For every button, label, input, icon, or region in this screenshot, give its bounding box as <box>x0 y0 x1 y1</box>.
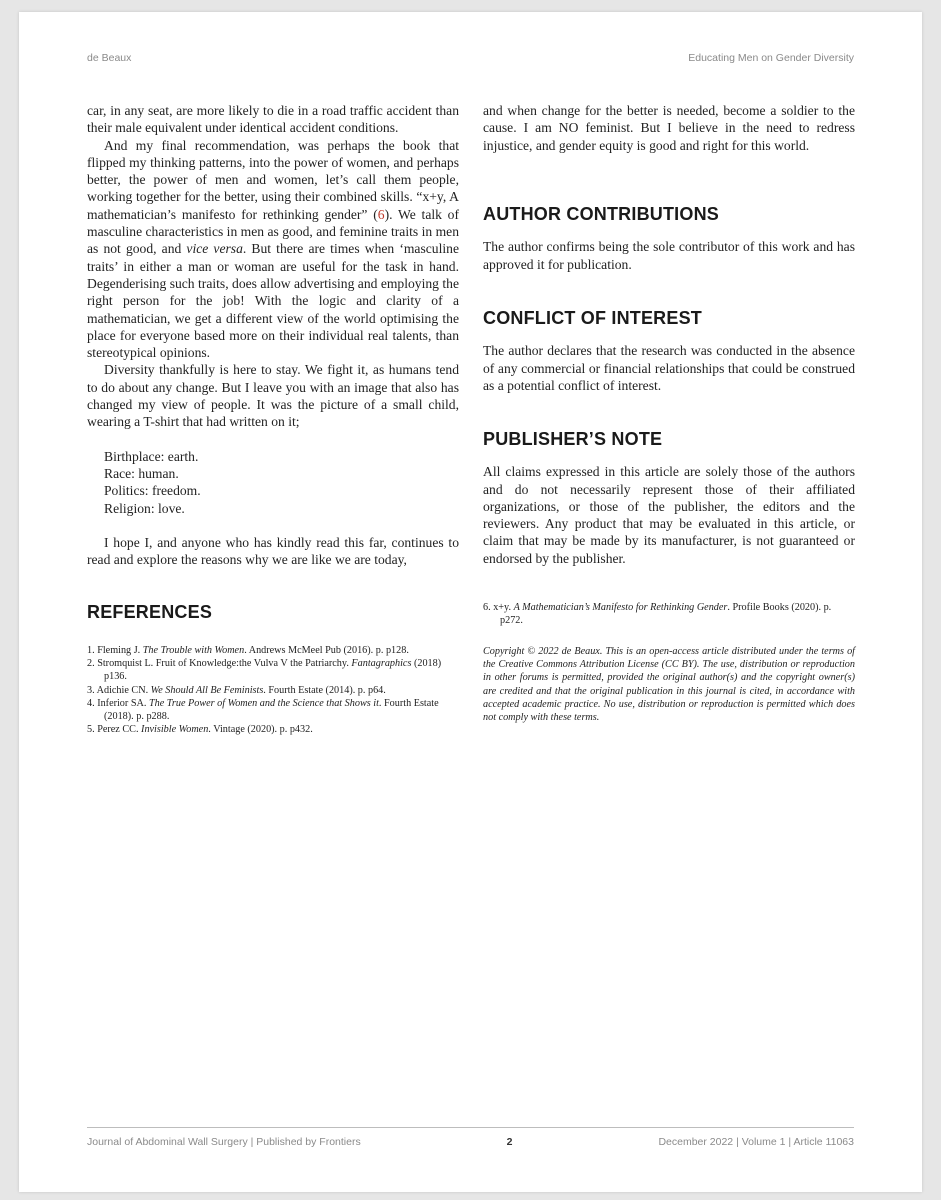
references-heading: REFERENCES <box>87 602 213 622</box>
reference-text: 2. Stromquist L. Fruit of Knowledge:the Vulva V the Patriarchy. <box>87 658 352 670</box>
tshirt-line: Politics: freedom. <box>104 483 201 499</box>
section-body: The author declares that the research was conducted in the absence of any commercial or financial relationships that could be construed as a potential conflict of interest. <box>483 343 855 393</box>
reference-item <box>87 723 459 736</box>
section-heading: AUTHOR CONTRIBUTIONS <box>483 204 719 224</box>
reference-text: (2018) p136. <box>104 658 442 683</box>
section-heading: PUBLISHER’S NOTE <box>483 429 663 449</box>
italic-text: vice versa <box>186 241 243 257</box>
paragraph-text: . But there are times when ‘masculine traits’ in either a man or woman are useful for the task in hand. Degenderising such traits, does allow advertising and employing the right person for the job! With the logic and clarity of a mathematician, we get a different view of the world optimising the place for everyone based more on their individual real talents, than stereotypical opinions. <box>87 241 459 361</box>
reference-text: 3. Adichie CN. <box>87 684 151 696</box>
page-footer <box>87 1136 854 1148</box>
reference-item <box>87 697 459 723</box>
reference-title: A Mathematician’s Manifesto for Rethinking Gender <box>513 602 728 613</box>
reference-text: . Profile Books (2020). p. p272. <box>500 602 832 627</box>
reference-text: . Fourth Estate (2018). p. p288. <box>104 697 439 723</box>
tshirt-line: Birthplace: earth. <box>104 448 199 464</box>
reference-title: Invisible Women <box>141 724 209 736</box>
reference-text: 1. Fleming J. <box>87 645 143 656</box>
tshirt-line: Race: human. <box>104 465 179 481</box>
paragraph <box>87 137 459 362</box>
paragraph: car, in any seat, are more likely to die in a road traffic accident than their male equivalent under identical accident conditions. <box>87 103 459 136</box>
reference-title: The True Power of Women and the Science that Shows it <box>148 697 379 709</box>
section-publishers-note <box>483 431 855 567</box>
copyright-notice: Copyright © 2022 de Beaux. This is an open-access article distributed under the terms of the Creative Commons Attribution License (CC BY). The use, distribution or reproduction in other forums is permitted, provided the original author(s) and the copyright owner(s) are credited and that the original publication in this journal is cited, in accordance with accepted academic practice. No use, distribution or reproduction is permitted which does not comply with these terms. <box>483 646 855 724</box>
header-title: Educating Men on Gender Diversity <box>688 52 854 64</box>
paragraph-text: And my final recommendation, was perhaps the book that flipped my thinking patterns, into the power of women, and perhaps better, the power of men and women, let’s call them people, working together for the better, using their combined skills. “x+y, A mathematician’s manifesto for rethinking gender” ( <box>87 137 459 222</box>
section-conflict-of-interest <box>483 310 855 394</box>
paragraph: Diversity thankfully is here to stay. We fight it, as humans tend to do about any change. But I leave you with an image that also has changed my view of people. It was the picture of a small child, wearing a T-shirt that had written on it; <box>87 362 459 430</box>
reference-text: 4. Inferior SA. <box>87 697 149 709</box>
tshirt-line: Religion: love. <box>104 500 185 516</box>
section-heading: CONFLICT OF INTEREST <box>483 308 702 328</box>
header-author: de Beaux <box>87 52 132 64</box>
section-author-contributions <box>483 206 855 273</box>
paragraph-text: ). We talk of masculine characteristics in men as good, and feminine traits in men as not good, and <box>87 206 460 257</box>
reference-list <box>87 644 459 736</box>
reference-item <box>87 684 459 697</box>
paragraph: I hope I, and anyone who has kindly read this far, continues to read and explore the reasons why we are like we are today, <box>87 534 459 568</box>
reference-text: . Vintage (2020). p. p432. <box>208 724 313 736</box>
paragraph: and when change for the better is needed, become a soldier to the cause. I am NO feminist. But I believe in the need to redress injustice, and gender equity is good and right for this world. <box>483 103 855 153</box>
reference-text: 6. x+y. <box>483 602 514 613</box>
running-header <box>87 52 854 64</box>
reference-text: . Andrews McMeel Pub (2016). p. p128. <box>244 645 409 656</box>
right-column <box>483 102 855 154</box>
footer-journal: Journal of Abdominal Wall Surgery | Published by Frontiers <box>87 1136 361 1148</box>
reference-title: We Should All Be Feminists <box>150 684 264 696</box>
section-body: The author confirms being the sole contributor of this work and has approved it for publication. <box>483 239 855 272</box>
reference-title: Fantagraphics <box>351 658 412 670</box>
tshirt-text <box>104 448 459 517</box>
page-number: 2 <box>506 1136 513 1148</box>
reference-text: . Fourth Estate (2014). p. p64. <box>263 684 386 696</box>
citation-link[interactable]: 6 <box>377 206 385 222</box>
reference-title: The Trouble with Women <box>142 645 245 656</box>
reference-item <box>87 657 459 683</box>
section-body: All claims expressed in this article are solely those of the authors and do not necessarily represent those of their affiliated organizations, or those of the publisher, the editors and the reviewers. Any product that may be evaluated in this article, or claim that may be made by its manufacturer, is not guaranteed or endorsed by the publisher. <box>483 464 855 566</box>
footer-divider <box>87 1127 854 1128</box>
reference-item <box>483 601 855 627</box>
page <box>19 12 922 1192</box>
reference-item <box>87 644 459 657</box>
reference-text: 5. Perez CC. <box>87 724 142 736</box>
footer-issue: December 2022 | Volume 1 | Article 11063 <box>658 1136 854 1148</box>
left-column <box>87 102 459 568</box>
